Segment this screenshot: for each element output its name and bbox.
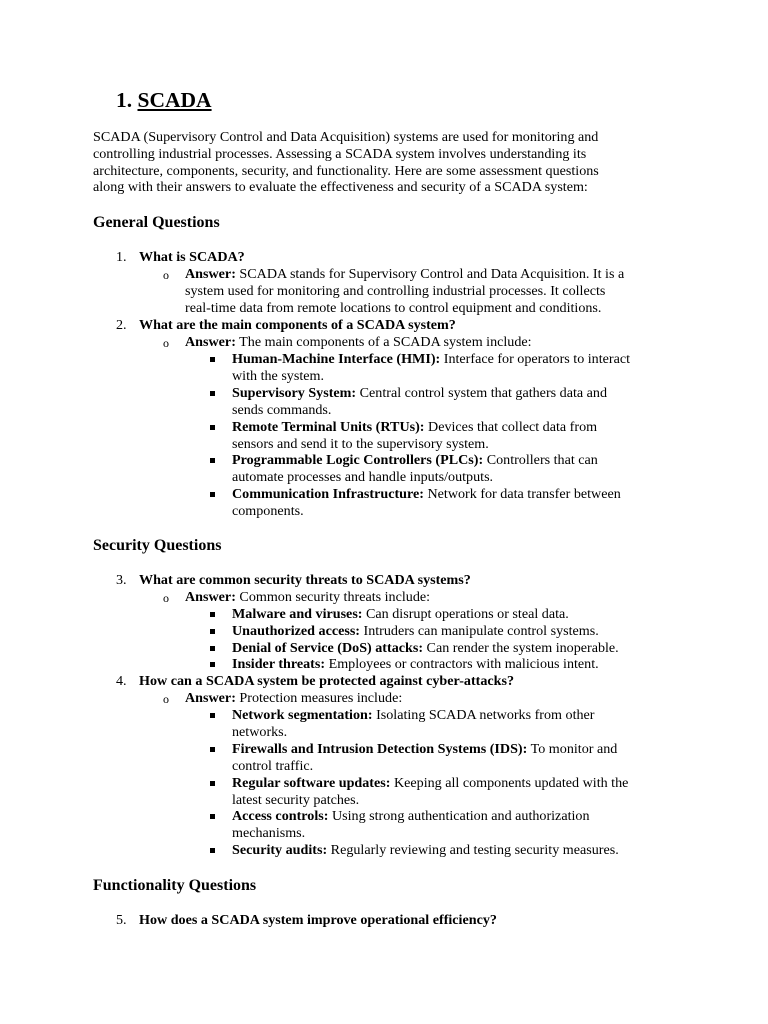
bullet-term: Malware and viruses: (232, 606, 363, 622)
bullet-desc: Keeping all components updated with the (393, 775, 629, 791)
square-bullet-icon (210, 391, 215, 396)
square-bullet-icon (210, 629, 215, 634)
question-text: How does a SCADA system improve operational efficiency? (139, 912, 497, 928)
bullet-item (232, 842, 619, 859)
section-heading-general: General Questions (93, 214, 220, 231)
intro-line: architecture, components, security, and functionality. Here are some assessment questions (93, 162, 599, 179)
intro-line: controlling industrial processes. Assessing a SCADA system involves understanding its (93, 145, 587, 162)
title-number: 1. (116, 88, 133, 112)
intro-line: along with their answers to evaluate the effectiveness and security of a SCADA system: (93, 179, 588, 196)
bullet-term: Security audits: (232, 842, 328, 858)
title-word: SCADA (137, 88, 212, 112)
circle-bullet-icon: o (163, 268, 169, 282)
bullet-term: Network segmentation: (232, 707, 373, 723)
answer-line (185, 589, 430, 606)
bullet-item (232, 775, 628, 792)
bullet-desc: Regularly reviewing and testing security measures. (330, 842, 619, 858)
bullet-continuation: networks. (232, 724, 288, 740)
circle-bullet-icon: o (163, 591, 169, 605)
circle-bullet-icon: o (163, 692, 169, 706)
bullet-item (232, 486, 621, 503)
bullet-item (232, 452, 598, 469)
square-bullet-icon (210, 612, 215, 617)
question-text: How can a SCADA system be protected against cyber-attacks? (139, 673, 515, 689)
answer-label: Answer: (185, 266, 236, 282)
intro-line: SCADA (Supervisory Control and Data Acquisition) systems are used for monitoring and (93, 129, 599, 145)
bullet-term: Firewalls and Intrusion Detection Systems (IDS): (232, 741, 528, 757)
answer-line (185, 690, 402, 707)
question-number: 4. (116, 673, 127, 689)
bullet-continuation: control traffic. (232, 758, 314, 774)
answer-text: Common security threats include: (239, 589, 431, 605)
bullet-term: Access controls: (232, 808, 329, 824)
square-bullet-icon (210, 713, 215, 718)
bullet-term: Programmable Logic Controllers (PLCs): (232, 452, 484, 468)
answer-text: Protection measures include: (239, 690, 403, 706)
square-bullet-icon (210, 492, 215, 497)
answer-line: system used for monitoring and controlling industrial processes. It collects (185, 283, 606, 299)
question-number: 1. (116, 249, 127, 265)
bullet-item (232, 606, 569, 623)
bullet-item (232, 623, 599, 640)
bullet-desc: Controllers that can (486, 452, 598, 468)
question-number: 2. (116, 317, 127, 333)
bullet-item (232, 808, 590, 825)
bullet-continuation: with the system. (232, 368, 324, 384)
bullet-desc: Can render the system inoperable. (426, 640, 619, 656)
bullet-desc: Intruders can manipulate control systems. (363, 623, 599, 639)
bullet-desc: To monitor and (530, 741, 618, 757)
bullet-continuation: mechanisms. (232, 825, 306, 841)
question-text: What are the main components of a SCADA system? (139, 317, 456, 333)
bullet-item (232, 707, 595, 724)
answer-label: Answer: (185, 690, 236, 706)
bullet-item (232, 351, 630, 368)
bullet-continuation: automate processes and handle inputs/outputs. (232, 469, 494, 485)
bullet-term: Remote Terminal Units (RTUs): (232, 419, 425, 435)
square-bullet-icon (210, 814, 215, 819)
bullet-item (232, 640, 619, 657)
bullet-term: Regular software updates: (232, 775, 391, 791)
section-heading-security: Security Questions (93, 537, 222, 554)
square-bullet-icon (210, 662, 215, 667)
bullet-desc: Using strong authentication and authorization (331, 808, 590, 824)
bullet-continuation: sensors and send it to the supervisory system. (232, 436, 489, 452)
bullet-term: Supervisory System: (232, 385, 357, 401)
square-bullet-icon (210, 425, 215, 430)
square-bullet-icon (210, 646, 215, 651)
bullet-desc: Employees or contractors with malicious intent. (328, 656, 599, 672)
bullet-term: Human-Machine Interface (HMI): (232, 351, 441, 367)
answer-text: SCADA stands for Supervisory Control and Data Acquisition. It is a (239, 266, 625, 282)
bullet-desc: Central control system that gathers data and (359, 385, 607, 401)
bullet-desc: Network for data transfer between (427, 486, 621, 502)
page-title (116, 86, 212, 114)
question-text: What is SCADA? (139, 249, 245, 265)
answer-label: Answer: (185, 589, 236, 605)
answer-label: Answer: (185, 334, 236, 350)
square-bullet-icon (210, 781, 215, 786)
bullet-desc: Interface for operators to interact (443, 351, 631, 367)
bullet-item (232, 385, 607, 402)
circle-bullet-icon: o (163, 336, 169, 350)
bullet-continuation: latest security patches. (232, 792, 360, 808)
square-bullet-icon (210, 848, 215, 853)
bullet-term: Communication Infrastructure: (232, 486, 424, 502)
bullet-term: Denial of Service (DoS) attacks: (232, 640, 424, 656)
answer-line (185, 334, 532, 351)
bullet-term: Insider threats: (232, 656, 326, 672)
bullet-term: Unauthorized access: (232, 623, 360, 639)
square-bullet-icon (210, 357, 215, 362)
question-text: What are common security threats to SCADA systems? (139, 572, 471, 588)
bullet-continuation: sends commands. (232, 402, 332, 418)
intro-paragraph (93, 129, 683, 196)
answer-line: real-time data from remote locations to control equipment and conditions. (185, 300, 602, 316)
question-number: 3. (116, 572, 127, 588)
bullet-item (232, 656, 599, 673)
square-bullet-icon (210, 458, 215, 463)
bullet-desc: Can disrupt operations or steal data. (366, 606, 569, 622)
question-number: 5. (116, 912, 127, 928)
section-heading-functionality: Functionality Questions (93, 877, 257, 894)
bullet-continuation: components. (232, 503, 304, 519)
answer-text: The main components of a SCADA system include: (239, 334, 532, 350)
square-bullet-icon (210, 747, 215, 752)
bullet-item (232, 741, 617, 758)
bullet-desc: Isolating SCADA networks from other (376, 707, 595, 723)
bullet-desc: Devices that collect data from (428, 419, 598, 435)
answer-line (185, 266, 624, 283)
bullet-item (232, 419, 597, 436)
